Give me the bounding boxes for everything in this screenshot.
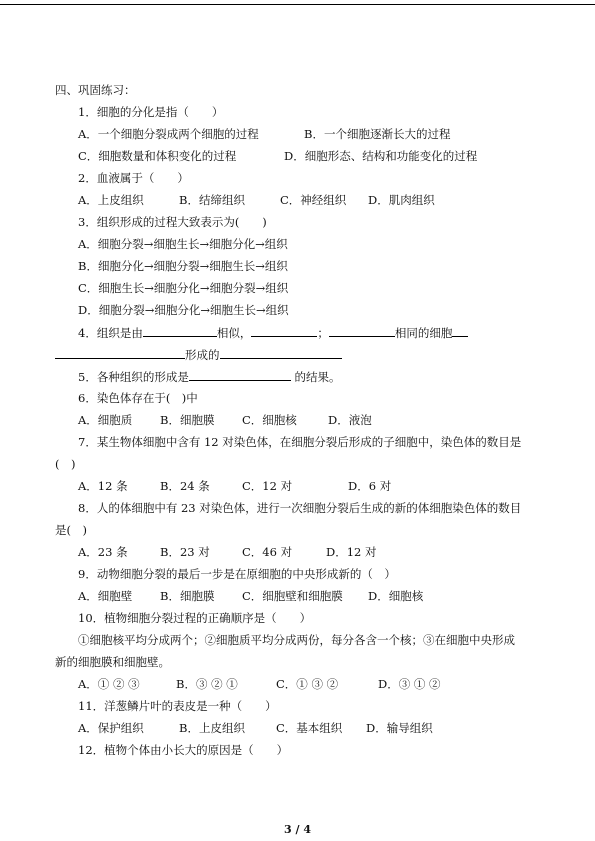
q9-option-c: C．细胞壁和细胞膜 [242,589,343,603]
q11-option-d: D．输导组织 [366,721,433,735]
question-10: 10．植物细胞分裂过程的正确顺序是（ ） [78,611,312,625]
q8-option-c: C．46 对 [242,545,293,559]
q4-blank-4 [452,325,468,337]
q7-option-a: A．12 条 [78,479,128,493]
q2-option-b: B．结缔组织 [179,193,245,207]
q6-option-a: A．细胞质 [78,413,133,427]
q7-option-b: B．24 条 [160,479,210,493]
q8-option-d: D．12 对 [326,545,377,559]
q3-option-c: C．细胞生长→细胞分化→细胞分裂→组织 [78,281,289,295]
q1-option-d: D．细胞形态、结构和功能变化的过程 [284,149,478,163]
question-1: 1．细胞的分化是指（ ） [78,105,224,119]
question-5 [78,369,340,384]
q5-text-1: 5．各种组织的形成是 [78,370,189,384]
question-7-line-2: ( ) [55,457,76,471]
q10-option-a: A．① ② ③ [78,677,140,691]
question-4-line-2 [55,347,342,362]
q9-option-a: A．细胞壁 [78,589,133,603]
q4-text-1: 4．组织是由 [78,326,143,340]
q4-text-4: 相同的细胞 [394,326,453,340]
q9-option-b: B．细胞膜 [160,589,215,603]
page-top-rule [0,4,595,5]
q10-option-c: C．① ③ ② [276,677,339,691]
q5-blank [189,369,291,381]
q4-blank-6 [220,347,342,359]
q11-option-a: A．保护组织 [78,721,144,735]
question-3: 3．组织形成的过程大致表示为( ) [78,215,267,229]
question-11: 11．洋葱鳞片叶的表皮是一种（ ） [78,699,277,713]
q4-text-5: 形成的 [185,348,220,362]
q5-text-2: 的结果。 [290,370,341,384]
q11-option-c: C．基本组织 [276,721,343,735]
q9-option-d: D．细胞核 [368,589,424,603]
q3-option-a: A．细胞分裂→细胞生长→细胞分化→组织 [78,237,288,251]
q6-option-b: B．细胞膜 [160,413,215,427]
question-2: 2．血液属于（ ） [78,171,189,185]
q4-blank-1 [143,325,217,337]
q10-option-d: D．③ ① ② [378,677,441,691]
q1-option-c: C．细胞数量和体积变化的过程 [78,149,237,163]
q10-statement-line-2: 新的细胞膜和细胞壁。 [55,655,170,669]
question-6: 6．染色体存在于( )中 [78,391,198,405]
question-12: 12．植物个体由小长大的原因是（ ） [78,743,289,757]
q10-option-b: B．③ ② ① [176,677,238,691]
q7-option-d: D．6 对 [348,479,392,493]
question-4-line-1 [78,325,468,340]
q6-option-c: C．细胞核 [242,413,297,427]
q4-blank-3 [329,325,395,337]
q8-option-b: B．23 对 [160,545,210,559]
q1-option-a: A．一个细胞分裂成两个细胞的过程 [78,127,259,141]
q2-option-c: C．神经组织 [280,193,347,207]
q6-option-d: D．液泡 [328,413,372,427]
q4-text-3: ； [317,326,329,340]
q3-option-d: D．细胞分裂→细胞分化→细胞生长→组织 [78,303,289,317]
question-9: 9．动物细胞分裂的最后一步是在原细胞的中央形成新的（ ） [78,567,396,581]
question-8-line-2: 是( ) [55,523,87,537]
q4-blank-5 [55,347,185,359]
page-number: 3 / 4 [284,823,311,836]
q11-option-b: B．上皮组织 [179,721,245,735]
q8-option-a: A．23 条 [78,545,128,559]
q7-option-c: C．12 对 [242,479,293,493]
question-8-line-1: 8．人的体细胞中有 23 对染色体，进行一次细胞分裂后生成的新的体细胞染色体的数目 [78,501,522,515]
q10-statement-line-1: ①细胞核平均分成两个；②细胞质平均分成两份，每分各含一个核；③在细胞中央形成 [78,633,515,647]
q2-option-d: D．肌肉组织 [368,193,435,207]
q3-option-b: B．细胞分化→细胞分裂→细胞生长→组织 [78,259,288,273]
q4-text-2: 相似， [216,326,252,340]
section-heading: 四、巩固练习： [55,83,136,97]
q4-blank-2 [251,325,317,337]
q1-option-b: B．一个细胞逐渐长大的过程 [304,127,451,141]
question-7-line-1: 7．某生物体细胞中含有 12 对染色体，在细胞分裂后形成的子细胞中，染色体的数目是 [78,435,522,449]
q2-option-a: A．上皮组织 [78,193,144,207]
